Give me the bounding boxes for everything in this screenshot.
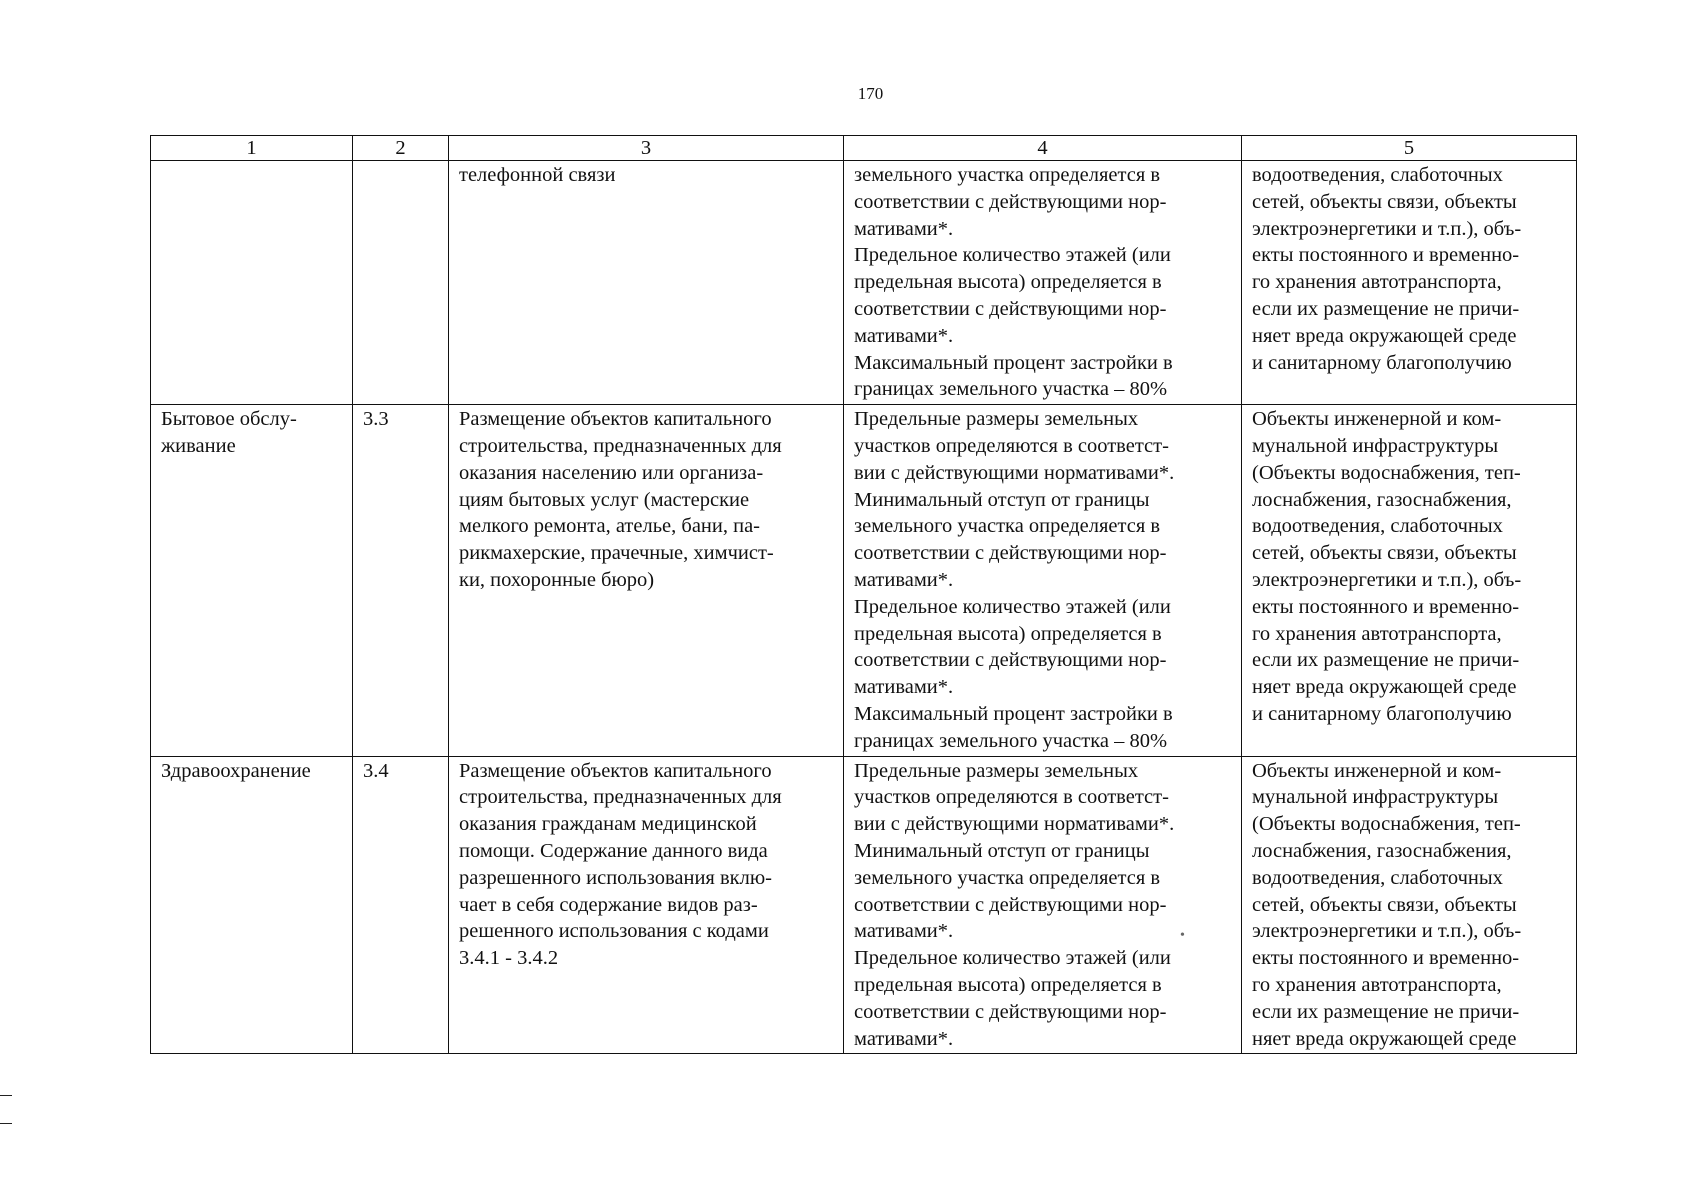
header-row: [151, 136, 1577, 161]
use-code-cell: 3.4: [353, 756, 449, 1054]
parameters-cell: земельного участка определяется в соответствии с действующими нор- мативами*. Предельное количество этажей (или предельная высота) определяется в соответствии с действующими нор- мативами*. Максимальный процент застройки в границах земельного участка – 80%: [844, 161, 1242, 405]
auxiliary-uses-cell: водоотведения, слаботочных сетей, объекты связи, объекты электроэнергетики и т.п.), объ- екты постоянного и временно- го хранения автотранспорта, если их размещение не причи- няет вреда окружающей среде и санитарному благополучию: [1242, 161, 1577, 405]
column-header-5: 5: [1242, 136, 1577, 161]
column-header-4: 4: [844, 136, 1242, 161]
column-header-2: 2: [353, 136, 449, 161]
auxiliary-uses-cell: Объекты инженерной и ком- мунальной инфраструктуры (Объекты водоснабжения, теп- лоснабжения, газоснабжения, водоотведения, слаботочных сетей, объекты связи, объекты электроэнергетики и т.п.), объ- екты постоянного и временно- го хранения автотранспорта, если их размещение не причи- няет вреда окружающей среде и санитарному благополучию: [1242, 405, 1577, 756]
parameters-cell: Предельные размеры земельных участков определяются в соответст- вии с действующими нормативами*. Минимальный отступ от границы земельного участка определяется в соответствии с действующими нор- мативами*. Предельное количество этажей (или предельная высота) определяется в соответствии с действующими нор- мативами*.: [844, 756, 1242, 1054]
table-row: [151, 756, 1577, 1054]
use-code-cell: 3.3: [353, 405, 449, 756]
use-description-cell: Размещение объектов капитального строительства, предназначенных для оказания населению или организа- циям бытовых услуг (мастерские мелкого ремонта, ателье, бани, па- рикмахерские, прачечные, химчист- ки, похоронные бюро): [449, 405, 844, 756]
margin-mark: [0, 1123, 12, 1124]
use-description-cell: Размещение объектов капитального строительства, предназначенных для оказания гражданам медицинской помощи. Содержание данного вида разрешенного использования вклю- чает в себя содержание видов раз- решенного использования с кодами 3.4.1 - 3.4.2: [449, 756, 844, 1054]
use-code-cell: [353, 161, 449, 405]
table-row: [151, 405, 1577, 756]
use-name-cell: Здравоохранение: [151, 756, 353, 1054]
use-description-cell: телефонной связи: [449, 161, 844, 405]
column-header-3: 3: [449, 136, 844, 161]
use-name-cell: Бытовое обслу- живание: [151, 405, 353, 756]
parameters-cell: Предельные размеры земельных участков определяются в соответст- вии с действующими нормативами*. Минимальный отступ от границы земельного участка определяется в соответствии с действующими нор- мативами*. Предельное количество этажей (или предельная высота) определяется в соответствии с действующими нор- мативами*. Максимальный процент застройки в границах земельного участка – 80%: [844, 405, 1242, 756]
margin-mark: [0, 1095, 12, 1096]
table-row: [151, 161, 1577, 405]
table-header: [151, 136, 1577, 161]
table-body: [151, 161, 1577, 1054]
land-use-table: [150, 135, 1577, 1054]
page-number: 170: [857, 84, 884, 103]
auxiliary-uses-cell: Объекты инженерной и ком- мунальной инфраструктуры (Объекты водоснабжения, теп- лоснабжения, газоснабжения, водоотведения, слаботочных сетей, объекты связи, объекты электроэнергетики и т.п.), объ- екты постоянного и временно- го хранения автотранспорта, если их размещение не причи- няет вреда окружающей среде: [1242, 756, 1577, 1054]
column-header-1: 1: [151, 136, 353, 161]
scan-artifact: •: [1180, 928, 1185, 943]
use-name-cell: [151, 161, 353, 405]
